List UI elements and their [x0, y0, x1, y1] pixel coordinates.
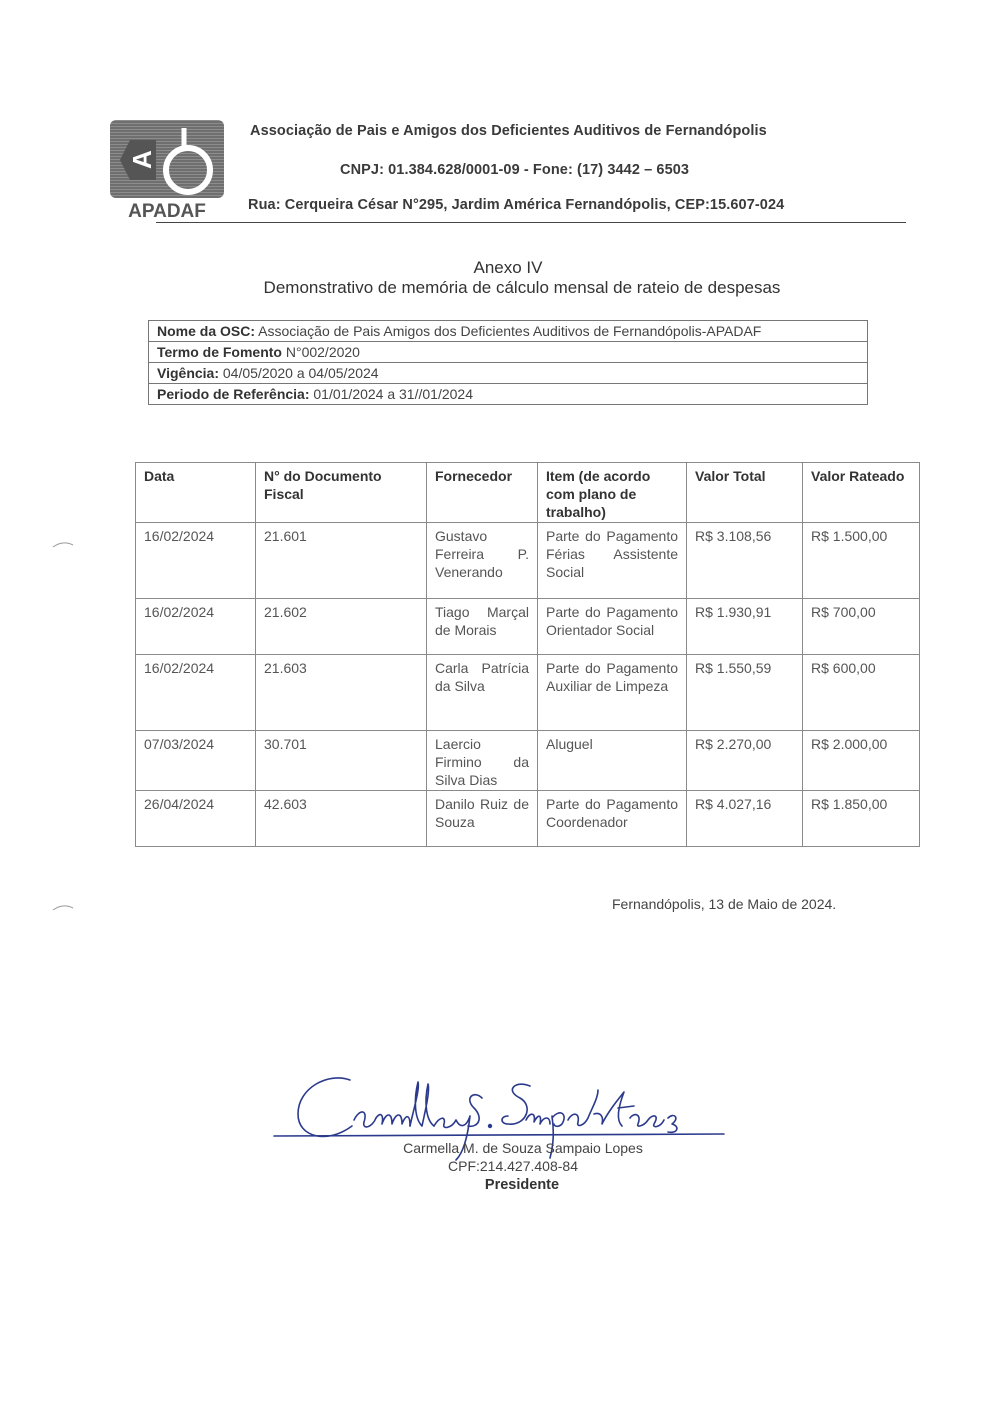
cell-total: R$ 1.930,91: [687, 599, 803, 655]
cell-doc: 30.701: [256, 731, 427, 791]
cell-total: R$ 2.270,00: [687, 731, 803, 791]
cell-rateado: R$ 600,00: [803, 655, 920, 731]
letterhead-divider: [156, 222, 906, 223]
vigencia-value: 04/05/2020 a 04/05/2024: [219, 365, 379, 381]
cell-rateado: R$ 700,00: [803, 599, 920, 655]
osc-name-row: [149, 321, 867, 342]
place-date: Fernandópolis, 13 de Maio de 2024.: [612, 896, 837, 912]
cell-date: 16/02/2024: [136, 655, 256, 731]
cell-supplier: Tiago Marçal de Morais: [427, 599, 538, 655]
annex-title: Anexo IV: [473, 258, 543, 277]
osc-name-value: Associação de Pais Amigos dos Deficientes Auditivos de Fernandópolis-APADAF: [255, 323, 762, 339]
osc-name-label: Nome da OSC:: [157, 323, 256, 339]
table-row: [136, 655, 920, 731]
signer-role: Presidente: [484, 1177, 560, 1193]
table-row: [136, 731, 920, 791]
apadaf-logo: [110, 120, 224, 218]
cell-date: 16/02/2024: [136, 523, 256, 599]
org-cnpj-phone: CNPJ: 01.384.628/0001-09 - Fone: (17) 3442 – 6503: [340, 162, 690, 178]
annex-subtitle: Demonstrativo de memória de cálculo mensal de rateio de despesas: [263, 278, 781, 297]
cell-item: Parte do Pagamento Férias Assistente Social: [538, 523, 687, 599]
cell-rateado: R$ 1.850,00: [803, 791, 920, 847]
svg-text:APADAF: APADAF: [128, 201, 206, 218]
cell-rateado: R$ 1.500,00: [803, 523, 920, 599]
table-row: [136, 791, 920, 847]
header-total: Valor Total: [687, 463, 803, 523]
cell-doc: 42.603: [256, 791, 427, 847]
osc-info-box: [148, 320, 868, 405]
punch-mark-icon: [52, 903, 74, 911]
expense-table: [135, 462, 920, 847]
svg-text:A: A: [127, 150, 157, 169]
header-supplier: Fornecedor: [427, 463, 538, 523]
cell-supplier: Carla Patrícia da Silva: [427, 655, 538, 731]
signer-name: Carmella M. de Souza Sampaio Lopes: [403, 1140, 643, 1156]
cell-date: 16/02/2024: [136, 599, 256, 655]
periodo-value: 01/01/2024 a 31//01/2024: [309, 386, 473, 402]
cell-item: Aluguel: [538, 731, 687, 791]
cell-supplier: Danilo Ruiz de Souza: [427, 791, 538, 847]
periodo-label: Periodo de Referência:: [157, 386, 310, 402]
periodo-row: [149, 384, 867, 404]
termo-value: N°002/2020: [281, 344, 360, 360]
cell-total: R$ 1.550,59: [687, 655, 803, 731]
table-row: [136, 599, 920, 655]
termo-row: [149, 342, 867, 363]
cell-rateado: R$ 2.000,00: [803, 731, 920, 791]
cell-total: R$ 3.108,56: [687, 523, 803, 599]
cell-supplier: Laercio Firmino da Silva Dias: [427, 731, 538, 791]
org-name: Associação de Pais e Amigos dos Deficientes Auditivos de Fernandópolis: [250, 123, 767, 139]
cell-total: R$ 4.027,16: [687, 791, 803, 847]
cell-doc: 21.603: [256, 655, 427, 731]
org-address: Rua: Cerqueira César N°295, Jardim América Fernandópolis, CEP:15.607-024: [248, 197, 785, 213]
table-header-row: [136, 463, 920, 523]
cell-doc: 21.602: [256, 599, 427, 655]
signer-cpf: CPF:214.427.408-84: [448, 1158, 578, 1174]
header-item: Item (de acordo com plano de trabalho): [538, 463, 687, 523]
punch-mark-icon: [52, 540, 74, 548]
cell-date: 07/03/2024: [136, 731, 256, 791]
vigencia-label: Vigência:: [157, 365, 219, 381]
cell-supplier: Gustavo Ferreira P. Venerando: [427, 523, 538, 599]
header-doc: N° do Documento Fiscal: [256, 463, 427, 523]
termo-label: Termo de Fomento: [157, 344, 282, 360]
table-row: [136, 523, 920, 599]
cell-item: Parte do Pagamento Orientador Social: [538, 599, 687, 655]
cell-item: Parte do Pagamento Auxiliar de Limpeza: [538, 655, 687, 731]
cell-date: 26/04/2024: [136, 791, 256, 847]
header-rateado: Valor Rateado: [803, 463, 920, 523]
cell-doc: 21.601: [256, 523, 427, 599]
vigencia-row: [149, 363, 867, 384]
header-date: Data: [136, 463, 256, 523]
cell-item: Parte do Pagamento Coordenador: [538, 791, 687, 847]
